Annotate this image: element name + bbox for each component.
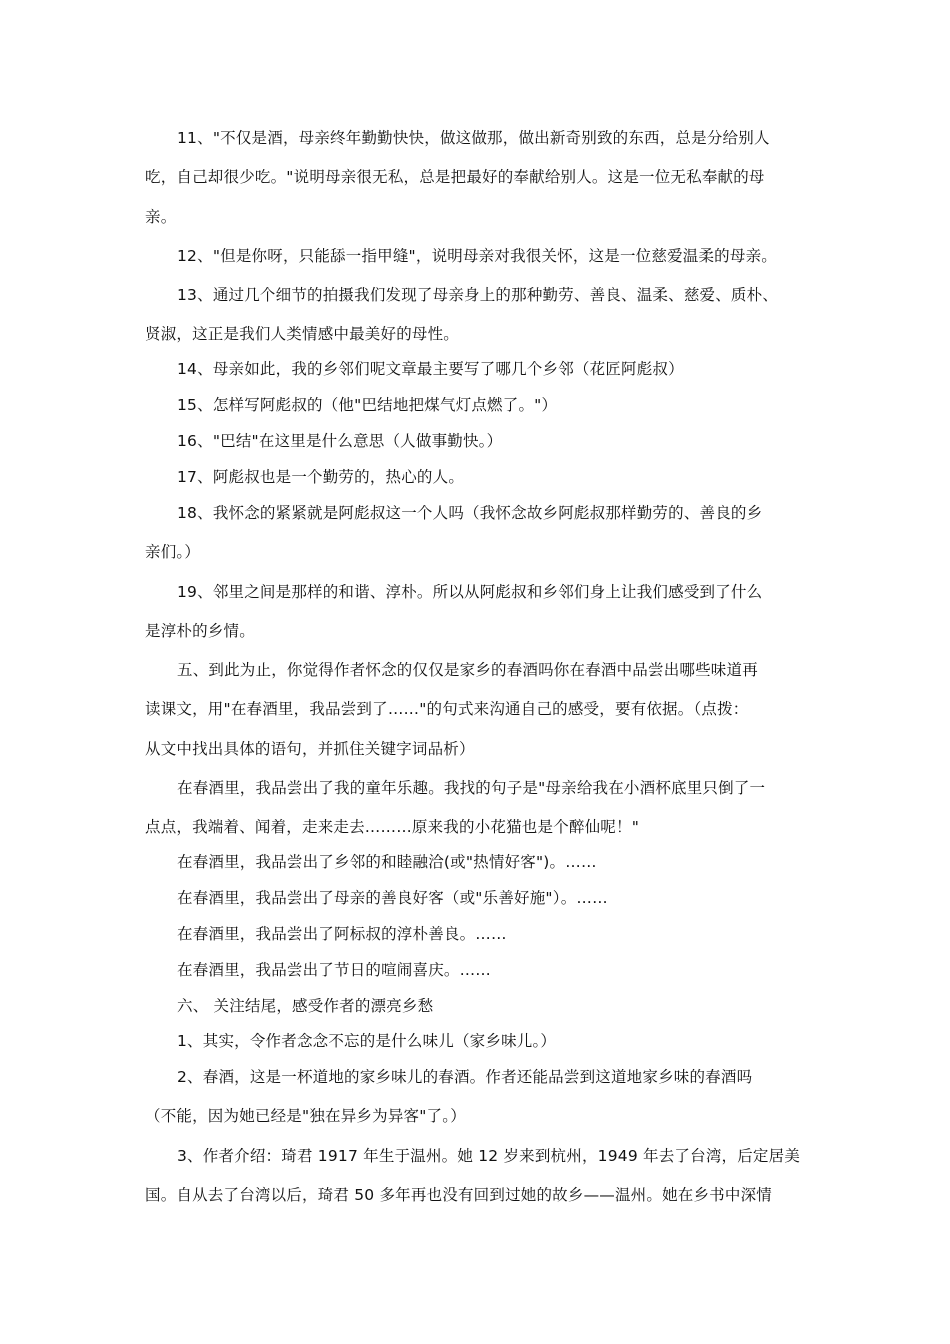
paragraph-line: 亲们。） — [145, 543, 201, 561]
paragraph-line: 读课文，用"在春酒里，我品尝到了……"的句式来沟通自己的感受，要有依据。（点拨： — [145, 700, 749, 718]
paragraph-line: 17、阿彪叔也是一个勤劳的，热心的人。 — [177, 468, 465, 486]
paragraph-line: 18、我怀念的紧紧就是阿彪叔这一个人吗（我怀念故乡阿彪叔那样勤劳的、善良的乡 — [177, 504, 763, 522]
paragraph-line: 在春酒里，我品尝出了阿标叔的淳朴善良。…… — [177, 925, 507, 943]
paragraph-line: 是淳朴的乡情。 — [145, 622, 255, 640]
paragraph-line: 3、作者介绍：琦君 1917 年生于温州。她 12 岁来到杭州，1949 年去了台湾，后定居美 — [177, 1147, 801, 1165]
paragraph-line: 在春酒里，我品尝出了节日的喧闹喜庆。…… — [177, 961, 492, 979]
paragraph-line: （不能，因为她已经是"独在异乡为异客"了。） — [145, 1107, 466, 1125]
paragraph-line: 11、"不仅是酒，母亲终年勤勤快快，做这做那，做出新奇别致的东西，总是分给别人 — [177, 129, 770, 147]
paragraph-line: 吃，自己却很少吃。"说明母亲很无私，总是把最好的奉献给别人。这是一位无私奉献的母 — [145, 168, 765, 186]
paragraph-line: 从文中找出具体的语句，并抓住关键字词品析） — [145, 740, 475, 758]
paragraph-line: 五、到此为止，你觉得作者怀念的仅仅是家乡的春酒吗你在春酒中品尝出哪些味道再 — [177, 661, 758, 679]
paragraph-line: 12、"但是你呀，只能舔一指甲缝"，说明母亲对我很关怀，这是一位慈爱温柔的母亲。 — [177, 247, 777, 265]
paragraph-line: 国。自从去了台湾以后，琦君 50 多年再也没有回到过她的故乡——温州。她在乡书中深情 — [145, 1186, 772, 1204]
paragraph-line: 在春酒里，我品尝出了母亲的善良好客（或"乐善好施"）。…… — [177, 889, 608, 907]
section-heading: 六、 关注结尾，感受作者的漂亮乡愁 — [177, 997, 434, 1015]
paragraph-line: 点点，我端着、闻着，走来走去………原来我的小花猫也是个醉仙呢！" — [145, 818, 640, 836]
paragraph-line: 1、其实，令作者念念不忘的是什么味儿（家乡味儿。） — [177, 1032, 557, 1050]
paragraph-line: 13、通过几个细节的拍摄我们发现了母亲身上的那种勤劳、善良、温柔、慈爱、质朴、 — [177, 286, 779, 304]
paragraph-line: 15、怎样写阿彪叔的（他"巴结地把煤气灯点燃了。"） — [177, 396, 558, 414]
paragraph-line: 14、母亲如此，我的乡邻们呢文章最主要写了哪几个乡邻（花匠阿彪叔） — [177, 360, 684, 378]
paragraph-line: 2、春酒，这是一杯道地的家乡味儿的春酒。作者还能品尝到这道地家乡味的春酒吗 — [177, 1068, 753, 1086]
paragraph-line: 在春酒里，我品尝出了乡邻的和睦融洽(或"热情好客")。…… — [177, 853, 597, 871]
paragraph-line: 贤淑，这正是我们人类情感中最美好的母性。 — [145, 325, 460, 343]
paragraph-line: 在春酒里，我品尝出了我的童年乐趣。我找的句子是"母亲给我在小酒杯底里只倒了一 — [177, 779, 766, 797]
paragraph-line: 19、邻里之间是那样的和谐、淳朴。所以从阿彪叔和乡邻们身上让我们感受到了什么 — [177, 583, 763, 601]
paragraph-line: 16、"巴结"在这里是什么意思（人做事勤快。） — [177, 432, 503, 450]
paragraph-line: 亲。 — [145, 208, 177, 226]
